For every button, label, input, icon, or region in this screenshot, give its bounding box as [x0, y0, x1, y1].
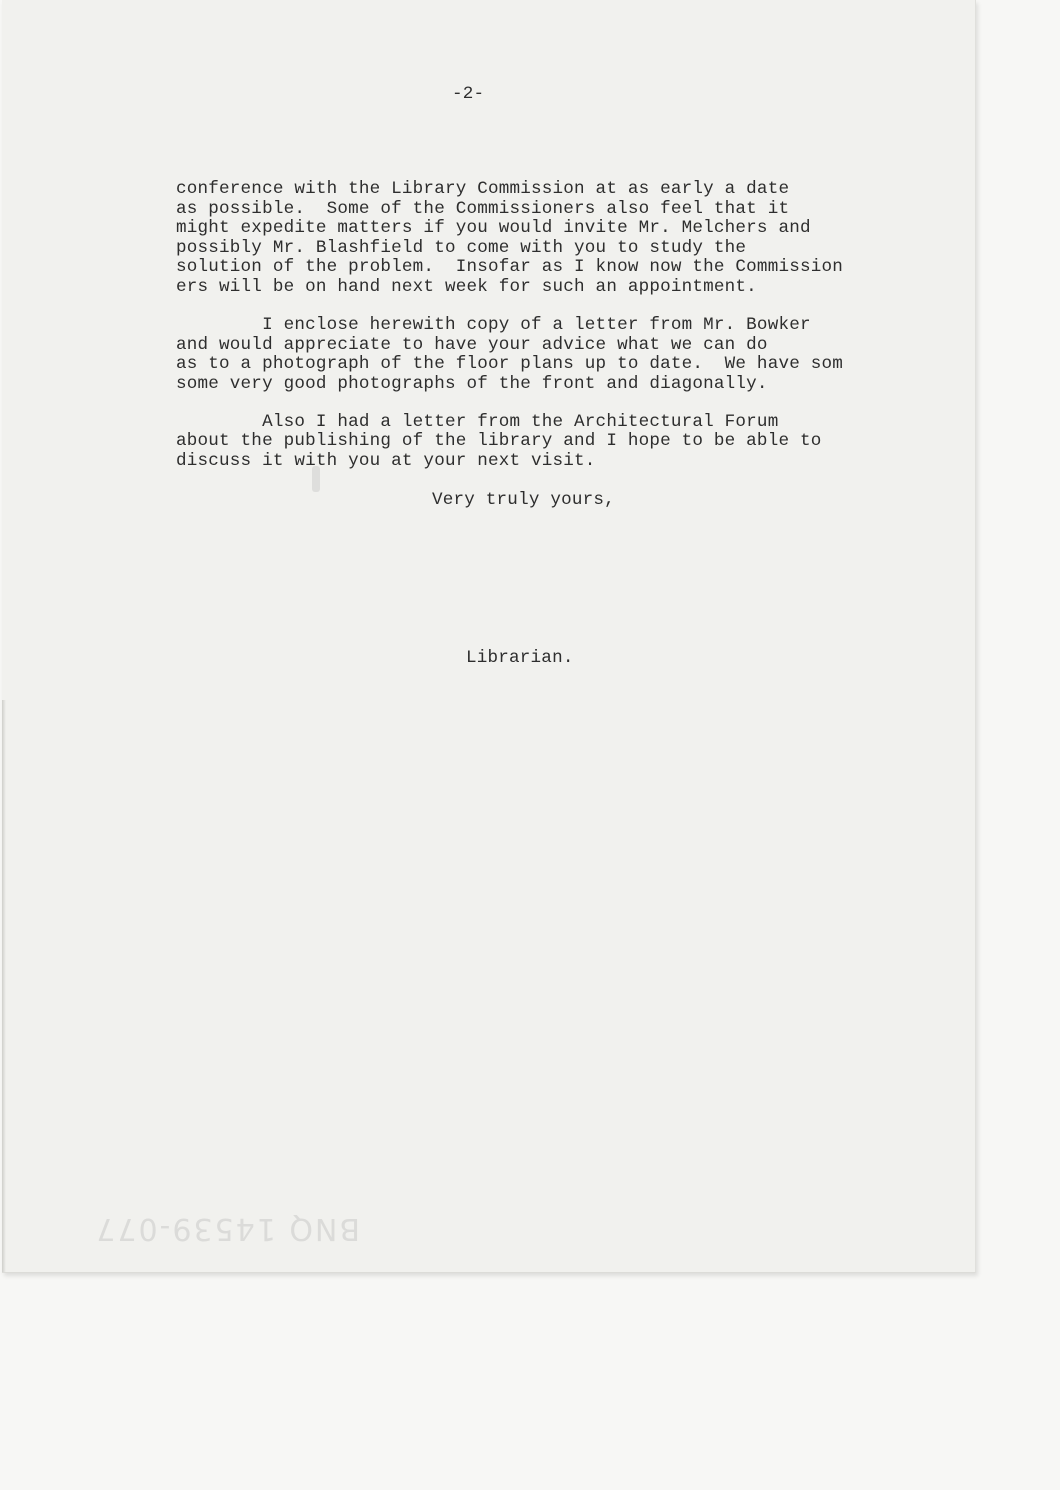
page-number: -2- — [452, 84, 485, 104]
paragraph-2-line-3: as to a photograph of the floor plans up to date. We have som — [176, 354, 843, 374]
archive-stamp-text: BNQ 14539-077 — [94, 1211, 360, 1246]
paragraph-1-line-1: conference with the Library Commission at as early a date — [176, 179, 790, 199]
paragraph-2-line-4: some very good photographs of the front and diagonally. — [176, 374, 768, 394]
closing-salutation: Very truly yours, — [432, 490, 615, 510]
paragraph-2-line-1: I enclose herewith copy of a letter from Mr. Bowker — [176, 315, 811, 335]
ink-smudge — [312, 466, 320, 492]
paragraph-1-line-2: as possible. Some of the Commissioners also feel that it — [176, 199, 790, 219]
paragraph-3-line-1: Also I had a letter from the Architectural Forum — [176, 412, 779, 432]
paragraph-1-line-4: possibly Mr. Blashfield to come with you to study the — [176, 238, 747, 258]
paragraph-1-line-5: solution of the problem. Insofar as I know now the Commission — [176, 257, 843, 277]
paragraph-2-line-2: and would appreciate to have your advice what we can do — [176, 335, 768, 355]
archive-stamp — [60, 1200, 360, 1246]
paragraph-3-line-3: discuss it with you at your next visit. — [176, 451, 596, 471]
paragraph-3-line-2: about the publishing of the library and I hope to be able to — [176, 431, 822, 451]
paragraph-1-line-6: ers will be on hand next week for such an appointment. — [176, 277, 757, 297]
signature-title: Librarian. — [466, 648, 574, 668]
page-edge-shadow — [2, 700, 6, 1272]
paragraph-1-line-3: might expedite matters if you would invite Mr. Melchers and — [176, 218, 811, 238]
